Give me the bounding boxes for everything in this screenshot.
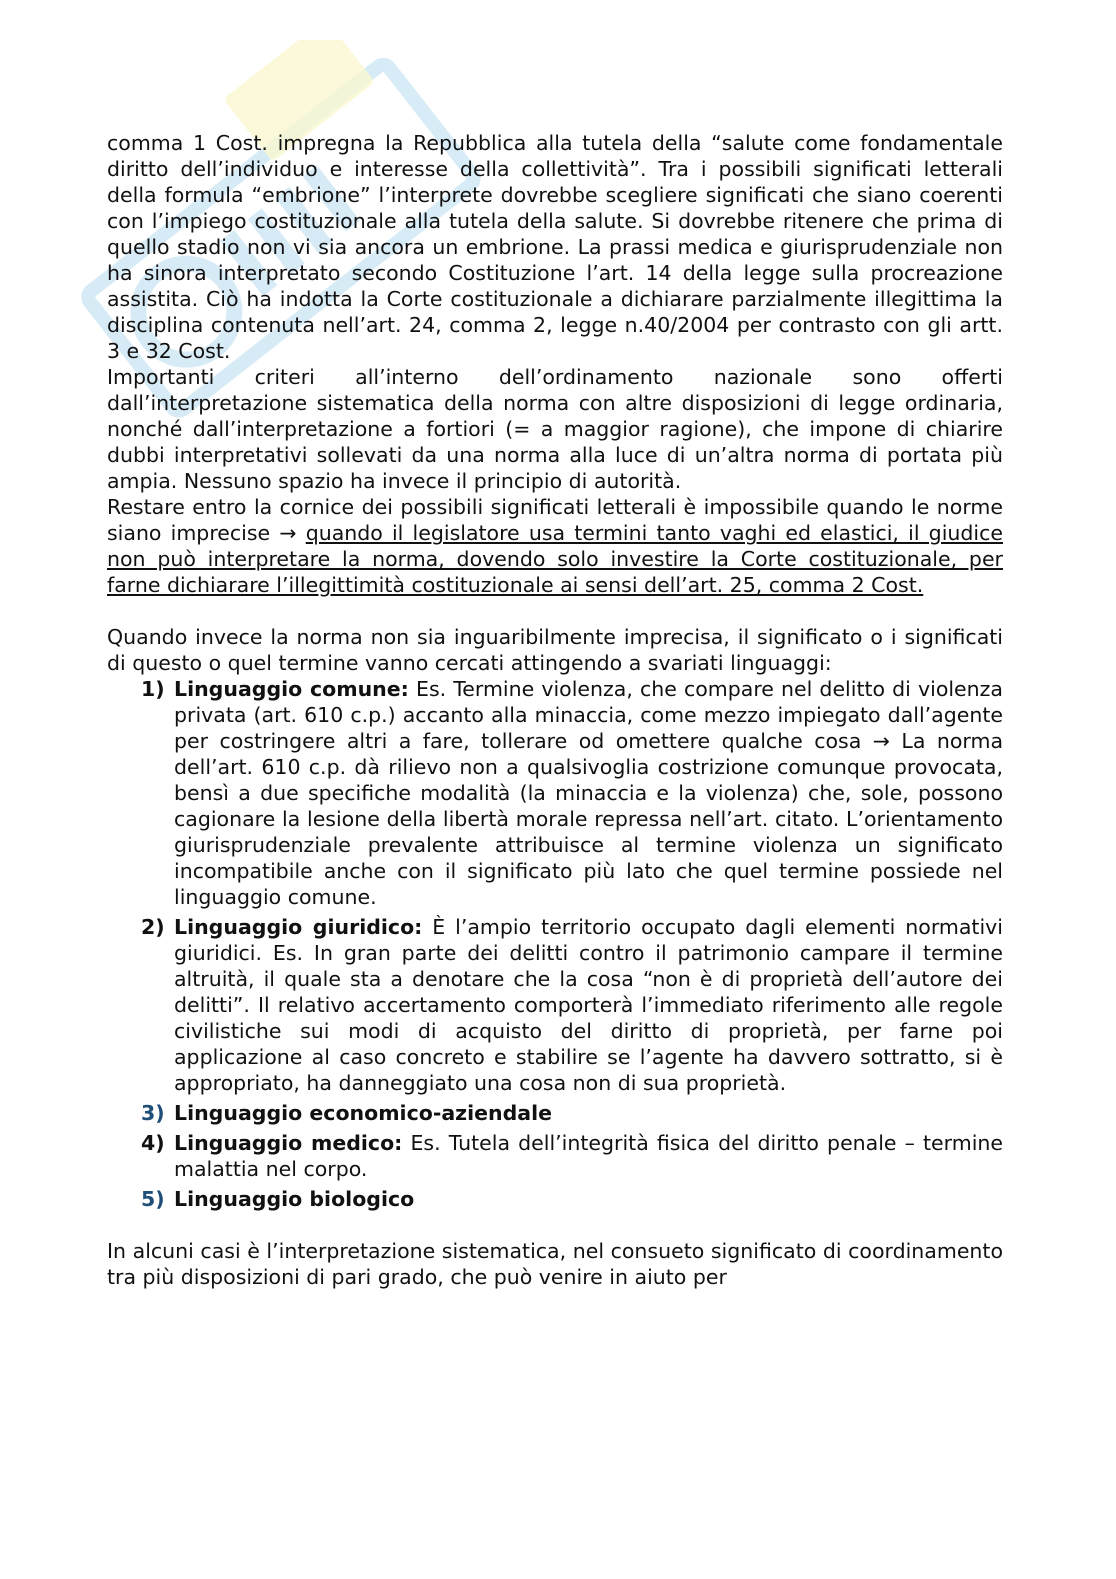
- list-item-4: [141, 1130, 1003, 1182]
- list-number: 2): [141, 915, 165, 939]
- list-number: 1): [141, 677, 165, 701]
- list-item-5: [141, 1186, 1003, 1212]
- list-text: Es. Tutela dell’integrità fisica del diritto penale – termine malattia nel corpo.: [174, 1131, 1003, 1181]
- paragraph-3: [107, 494, 1003, 598]
- paragraph-5: In alcuni casi è l’interpretazione sistematica, nel consueto significato di coordinamento tra più disposizioni di pari grado, che può venire in aiuto per: [107, 1239, 1003, 1289]
- list-text: Es. Termine violenza, che compare nel delitto di violenza privata (art. 610 c.p.) accanto alla minaccia, come mezzo impiegato dall’agente per costringere altri a fare, tollerare od omettere qualche cosa: [174, 677, 1003, 753]
- underlined-text: quando il legislatore usa termini tanto vaghi ed elastici, il giudice non può interpretare la norma, dovendo solo investire la Corte costituzionale, per farne dichiarare l’illegittimità costituzionale ai sensi dell’art. 25, comma 2 Cost.: [107, 521, 1003, 597]
- arrow-icon: →: [279, 521, 297, 545]
- list-item-1: [141, 676, 1003, 910]
- list-item-2: [141, 914, 1003, 1096]
- list-number: 4): [141, 1131, 165, 1155]
- language-list: [141, 676, 1003, 1212]
- list-text: La norma dell’art. 610 c.p. dà rilievo non a qualsivoglia costrizione comunque provocata, bensì a due specifiche modalità (la minaccia e la violenza) che, sole, possono cagionare la lesione della libertà morale repressa nell’art. citato. L’orientamento giurisprudenziale prevalente attribuisce al termine violenza un significato incompatibile anche con il significato più lato che quel termine possiede nel linguaggio comune.: [174, 729, 1004, 909]
- list-title: Linguaggio giuridico:: [174, 915, 423, 939]
- document-body: [107, 130, 1003, 1290]
- list-title: Linguaggio comune:: [174, 677, 409, 701]
- list-title: Linguaggio medico:: [174, 1131, 403, 1155]
- list-item-3: [141, 1100, 1003, 1126]
- list-title: Linguaggio economico-aziendale: [174, 1101, 553, 1125]
- list-number: 5): [141, 1187, 165, 1211]
- list-title: Linguaggio biologico: [174, 1187, 415, 1211]
- paragraph-4: Quando invece la norma non sia inguaribilmente imprecisa, il significato o i significati di questo o quel termine vanno cercati attingendo a svariati linguaggi:: [107, 625, 1003, 675]
- list-number: 3): [141, 1101, 165, 1125]
- paragraph-2: Importanti criteri all’interno dell’ordinamento nazionale sono offerti dall’interpretazione sistematica della norma con altre disposizioni di legge ordinaria, nonché dall’interpretazione a fortiori (= a maggior ragione), che impone di chiarire dubbi interpretativi sollevati da una norma alla luce di un’altra norma di portata più ampia. Nessuno spazio ha invece il principio di autorità.: [107, 365, 1003, 493]
- list-text: È l’ampio territorio occupato dagli elementi normativi giuridici. Es. In gran parte dei delitti contro il patrimonio campare il termine altruità, il quale sta a denotare che la cosa “non è di proprietà dell’autore dei delitti”. Il relativo accertamento comporterà l’immediato riferimento alle regole civilistiche sui modi di acquisto del diritto di proprietà, per farne poi applicazione al caso concreto e stabilire se l’agente ha davvero sottratto, si è appropriato, ha danneggiato una cosa non di sua proprietà.: [174, 915, 1003, 1095]
- paragraph-1: comma 1 Cost. impregna la Repubblica alla tutela della “salute come fondamentale diritto dell’individuo e interesse della collettività”. Tra i possibili significati letterali della formula “embrione” l’interprete dovrebbe scegliere significati che siano coerenti con l’impiego costituzionale alla tutela della salute. Si dovrebbe ritenere che prima di quello stadio non vi sia ancora un embrione. La prassi medica e giurisprudenziale non ha sinora interpretato secondo Costituzione l’art. 14 della legge sulla procreazione assistita. Ciò ha indotta la Corte costituzionale a dichiarare parzialmente illegittima la disciplina contenuta nell’art. 24, comma 2, legge n.40/2004 per contrasto con gli artt. 3 e 32 Cost.: [107, 131, 1003, 363]
- arrow-icon: →: [872, 729, 890, 753]
- paragraph-3-text: Restare entro la cornice dei possibili significati letterali è impossibile quando le norme siano imprecise: [107, 495, 1003, 545]
